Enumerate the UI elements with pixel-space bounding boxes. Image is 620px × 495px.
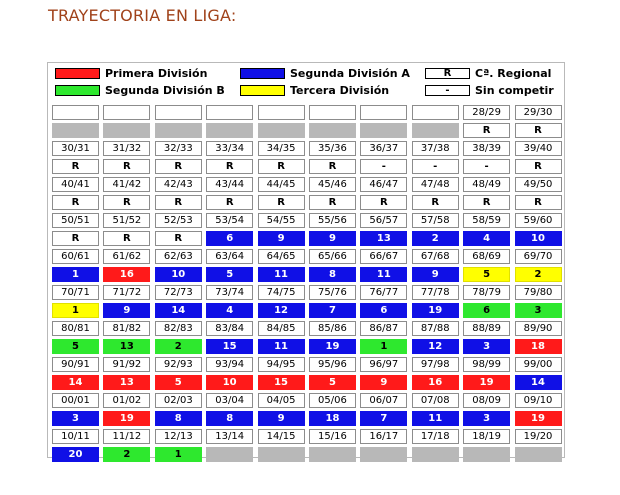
- season-cell: 43/44: [206, 177, 253, 192]
- position-cell: R: [309, 195, 356, 210]
- position-cell: R: [463, 123, 510, 138]
- position-cell: [258, 123, 305, 138]
- position-cell: 3: [463, 411, 510, 426]
- season-row: [52, 213, 566, 228]
- season-cell: 57/58: [412, 213, 459, 228]
- season-cell: 41/42: [103, 177, 150, 192]
- season-cell: [103, 105, 150, 120]
- season-cell: 70/71: [52, 285, 99, 300]
- season-cell: 59/60: [515, 213, 562, 228]
- season-cell: 42/43: [155, 177, 202, 192]
- position-cell: 3: [463, 339, 510, 354]
- season-cell: 15/16: [309, 429, 356, 444]
- position-row: [52, 447, 566, 462]
- position-cell: [206, 447, 253, 462]
- season-cell: [412, 105, 459, 120]
- position-cell: 13: [103, 339, 150, 354]
- season-cell: 89/90: [515, 321, 562, 336]
- position-cell: 5: [463, 267, 510, 282]
- position-cell: 11: [258, 339, 305, 354]
- season-cell: 13/14: [206, 429, 253, 444]
- season-row: [52, 105, 566, 120]
- season-cell: 19/20: [515, 429, 562, 444]
- legend-swatch-sin-competir: -: [425, 85, 470, 96]
- position-row: [52, 123, 566, 138]
- season-cell: 93/94: [206, 357, 253, 372]
- season-row: [52, 429, 566, 444]
- legend-label: Tercera División: [290, 84, 390, 97]
- position-cell: 11: [258, 267, 305, 282]
- season-cell: 68/69: [463, 249, 510, 264]
- legend-segunda-b: [55, 84, 225, 97]
- position-cell: R: [515, 195, 562, 210]
- season-cell: 62/63: [155, 249, 202, 264]
- season-cell: 47/48: [412, 177, 459, 192]
- season-cell: 76/77: [360, 285, 407, 300]
- season-cell: [309, 105, 356, 120]
- position-cell: 18: [515, 339, 562, 354]
- position-cell: 1: [360, 339, 407, 354]
- position-cell: 6: [463, 303, 510, 318]
- season-cell: 97/98: [412, 357, 459, 372]
- season-cell: [155, 105, 202, 120]
- legend: [48, 63, 564, 101]
- season-cell: 32/33: [155, 141, 202, 156]
- position-cell: 9: [412, 267, 459, 282]
- position-cell: R: [155, 231, 202, 246]
- season-cell: 09/10: [515, 393, 562, 408]
- season-cell: 60/61: [52, 249, 99, 264]
- legend-sin-competir: [425, 84, 554, 97]
- position-cell: 10: [206, 375, 253, 390]
- position-row: [52, 375, 566, 390]
- position-cell: R: [515, 159, 562, 174]
- season-cell: 06/07: [360, 393, 407, 408]
- position-cell: 19: [103, 411, 150, 426]
- season-cell: 79/80: [515, 285, 562, 300]
- position-cell: R: [515, 123, 562, 138]
- season-cell: 91/92: [103, 357, 150, 372]
- season-cell: [52, 105, 99, 120]
- season-cell: 03/04: [206, 393, 253, 408]
- season-cell: 34/35: [258, 141, 305, 156]
- season-cell: 83/84: [206, 321, 253, 336]
- position-cell: 12: [258, 303, 305, 318]
- position-cell: 8: [309, 267, 356, 282]
- season-row: [52, 285, 566, 300]
- legend-label: Segunda División A: [290, 67, 410, 80]
- legend-swatch-yellow: [240, 85, 285, 96]
- season-cell: [360, 105, 407, 120]
- season-cell: 85/86: [309, 321, 356, 336]
- season-cell: 95/96: [309, 357, 356, 372]
- position-cell: 13: [360, 231, 407, 246]
- position-cell: R: [52, 231, 99, 246]
- season-cell: 01/02: [103, 393, 150, 408]
- season-cell: 65/66: [309, 249, 356, 264]
- position-cell: R: [103, 195, 150, 210]
- position-cell: 8: [206, 411, 253, 426]
- season-cell: 14/15: [258, 429, 305, 444]
- position-cell: 14: [52, 375, 99, 390]
- position-cell: R: [52, 159, 99, 174]
- season-cell: 94/95: [258, 357, 305, 372]
- season-cell: 71/72: [103, 285, 150, 300]
- position-cell: 2: [412, 231, 459, 246]
- position-cell: 18: [309, 411, 356, 426]
- page-title: TRAYECTORIA EN LIGA:: [48, 6, 237, 25]
- position-cell: -: [412, 159, 459, 174]
- position-cell: 1: [52, 267, 99, 282]
- position-row: [52, 195, 566, 210]
- position-cell: R: [103, 159, 150, 174]
- position-cell: 11: [412, 411, 459, 426]
- season-cell: 38/39: [463, 141, 510, 156]
- season-cell: 67/68: [412, 249, 459, 264]
- position-cell: [103, 123, 150, 138]
- season-row: [52, 249, 566, 264]
- position-cell: R: [206, 159, 253, 174]
- position-cell: [155, 123, 202, 138]
- season-cell: 54/55: [258, 213, 305, 228]
- season-cell: 44/45: [258, 177, 305, 192]
- position-cell: [412, 123, 459, 138]
- season-cell: 84/85: [258, 321, 305, 336]
- position-cell: [52, 123, 99, 138]
- position-cell: 9: [258, 411, 305, 426]
- position-cell: [309, 447, 356, 462]
- position-cell: 20: [52, 447, 99, 462]
- position-cell: 8: [155, 411, 202, 426]
- position-cell: 7: [360, 411, 407, 426]
- season-cell: 53/54: [206, 213, 253, 228]
- season-cell: 82/83: [155, 321, 202, 336]
- season-cell: 39/40: [515, 141, 562, 156]
- position-cell: [258, 447, 305, 462]
- position-cell: 3: [515, 303, 562, 318]
- season-cell: [206, 105, 253, 120]
- position-cell: 19: [463, 375, 510, 390]
- season-cell: 45/46: [309, 177, 356, 192]
- legend-label: Primera División: [105, 67, 208, 80]
- season-cell: 98/99: [463, 357, 510, 372]
- position-cell: R: [103, 231, 150, 246]
- position-cell: 4: [206, 303, 253, 318]
- season-cell: 58/59: [463, 213, 510, 228]
- season-cell: 64/65: [258, 249, 305, 264]
- season-cell: 63/64: [206, 249, 253, 264]
- season-cell: 51/52: [103, 213, 150, 228]
- legend-segunda-a: [240, 67, 410, 80]
- season-cell: 50/51: [52, 213, 99, 228]
- season-cell: 56/57: [360, 213, 407, 228]
- season-cell: 18/19: [463, 429, 510, 444]
- season-cell: 55/56: [309, 213, 356, 228]
- position-cell: R: [412, 195, 459, 210]
- position-cell: R: [309, 159, 356, 174]
- position-row: [52, 231, 566, 246]
- season-cell: 90/91: [52, 357, 99, 372]
- position-cell: 9: [309, 231, 356, 246]
- season-grid: [52, 105, 566, 465]
- position-cell: 1: [52, 303, 99, 318]
- position-cell: [360, 447, 407, 462]
- legend-primera: [55, 67, 207, 80]
- position-cell: [463, 447, 510, 462]
- season-cell: 86/87: [360, 321, 407, 336]
- season-cell: 04/05: [258, 393, 305, 408]
- position-cell: [309, 123, 356, 138]
- season-row: [52, 321, 566, 336]
- position-cell: -: [360, 159, 407, 174]
- legend-swatch-regional: R: [425, 68, 470, 79]
- season-cell: 73/74: [206, 285, 253, 300]
- position-cell: 19: [309, 339, 356, 354]
- season-row: [52, 357, 566, 372]
- season-cell: 35/36: [309, 141, 356, 156]
- season-cell: 81/82: [103, 321, 150, 336]
- position-cell: 12: [412, 339, 459, 354]
- season-cell: 52/53: [155, 213, 202, 228]
- position-cell: 2: [103, 447, 150, 462]
- season-cell: 11/12: [103, 429, 150, 444]
- position-cell: 11: [360, 267, 407, 282]
- season-row: [52, 177, 566, 192]
- position-cell: 15: [258, 375, 305, 390]
- position-cell: 13: [103, 375, 150, 390]
- position-cell: 9: [258, 231, 305, 246]
- season-row: [52, 141, 566, 156]
- position-cell: 2: [515, 267, 562, 282]
- legend-swatch-green: [55, 85, 100, 96]
- position-cell: 9: [103, 303, 150, 318]
- position-cell: 10: [155, 267, 202, 282]
- season-cell: 08/09: [463, 393, 510, 408]
- position-cell: -: [463, 159, 510, 174]
- season-cell: 66/67: [360, 249, 407, 264]
- position-cell: R: [52, 195, 99, 210]
- season-cell: 75/76: [309, 285, 356, 300]
- position-cell: 5: [206, 267, 253, 282]
- season-cell: 31/32: [103, 141, 150, 156]
- season-cell: 80/81: [52, 321, 99, 336]
- season-cell: 40/41: [52, 177, 99, 192]
- position-cell: 10: [515, 231, 562, 246]
- position-cell: 3: [52, 411, 99, 426]
- position-row: [52, 339, 566, 354]
- legend-swatch-red: [55, 68, 100, 79]
- season-cell: 61/62: [103, 249, 150, 264]
- position-cell: 19: [412, 303, 459, 318]
- legend-tercera: [240, 84, 389, 97]
- position-cell: 16: [412, 375, 459, 390]
- position-cell: 14: [515, 375, 562, 390]
- season-cell: [258, 105, 305, 120]
- season-cell: 33/34: [206, 141, 253, 156]
- season-cell: 96/97: [360, 357, 407, 372]
- season-cell: 29/30: [515, 105, 562, 120]
- season-cell: 88/89: [463, 321, 510, 336]
- position-cell: 15: [206, 339, 253, 354]
- season-cell: 99/00: [515, 357, 562, 372]
- season-cell: 16/17: [360, 429, 407, 444]
- position-cell: 1: [155, 447, 202, 462]
- season-cell: 05/06: [309, 393, 356, 408]
- position-cell: 6: [360, 303, 407, 318]
- position-cell: R: [258, 195, 305, 210]
- season-cell: 87/88: [412, 321, 459, 336]
- position-cell: [412, 447, 459, 462]
- season-cell: 30/31: [52, 141, 99, 156]
- season-cell: 78/79: [463, 285, 510, 300]
- season-cell: 48/49: [463, 177, 510, 192]
- legend-regional: [425, 67, 551, 80]
- position-cell: [360, 123, 407, 138]
- position-cell: 5: [309, 375, 356, 390]
- position-cell: R: [155, 195, 202, 210]
- position-cell: 2: [155, 339, 202, 354]
- legend-label: Cª. Regional: [475, 67, 552, 80]
- season-cell: 49/50: [515, 177, 562, 192]
- season-cell: 28/29: [463, 105, 510, 120]
- league-history-panel: [47, 62, 565, 458]
- season-cell: 17/18: [412, 429, 459, 444]
- position-cell: R: [206, 195, 253, 210]
- season-cell: 02/03: [155, 393, 202, 408]
- position-row: [52, 411, 566, 426]
- position-cell: R: [360, 195, 407, 210]
- legend-label: Segunda División B: [105, 84, 225, 97]
- position-cell: 9: [360, 375, 407, 390]
- position-cell: 16: [103, 267, 150, 282]
- position-cell: 6: [206, 231, 253, 246]
- legend-swatch-blue: [240, 68, 285, 79]
- position-cell: 5: [52, 339, 99, 354]
- season-cell: 12/13: [155, 429, 202, 444]
- position-cell: 7: [309, 303, 356, 318]
- legend-label: Sin competir: [475, 84, 554, 97]
- position-cell: 19: [515, 411, 562, 426]
- position-cell: 4: [463, 231, 510, 246]
- season-cell: 74/75: [258, 285, 305, 300]
- position-row: [52, 159, 566, 174]
- position-row: [52, 267, 566, 282]
- position-cell: R: [155, 159, 202, 174]
- position-cell: R: [463, 195, 510, 210]
- position-row: [52, 303, 566, 318]
- season-cell: 37/38: [412, 141, 459, 156]
- season-cell: 46/47: [360, 177, 407, 192]
- season-cell: 10/11: [52, 429, 99, 444]
- position-cell: 5: [155, 375, 202, 390]
- season-cell: 07/08: [412, 393, 459, 408]
- season-cell: 72/73: [155, 285, 202, 300]
- season-cell: 00/01: [52, 393, 99, 408]
- season-cell: 77/78: [412, 285, 459, 300]
- season-cell: 92/93: [155, 357, 202, 372]
- position-cell: [206, 123, 253, 138]
- position-cell: [515, 447, 562, 462]
- position-cell: 14: [155, 303, 202, 318]
- season-cell: 36/37: [360, 141, 407, 156]
- season-row: [52, 393, 566, 408]
- position-cell: R: [258, 159, 305, 174]
- season-cell: 69/70: [515, 249, 562, 264]
